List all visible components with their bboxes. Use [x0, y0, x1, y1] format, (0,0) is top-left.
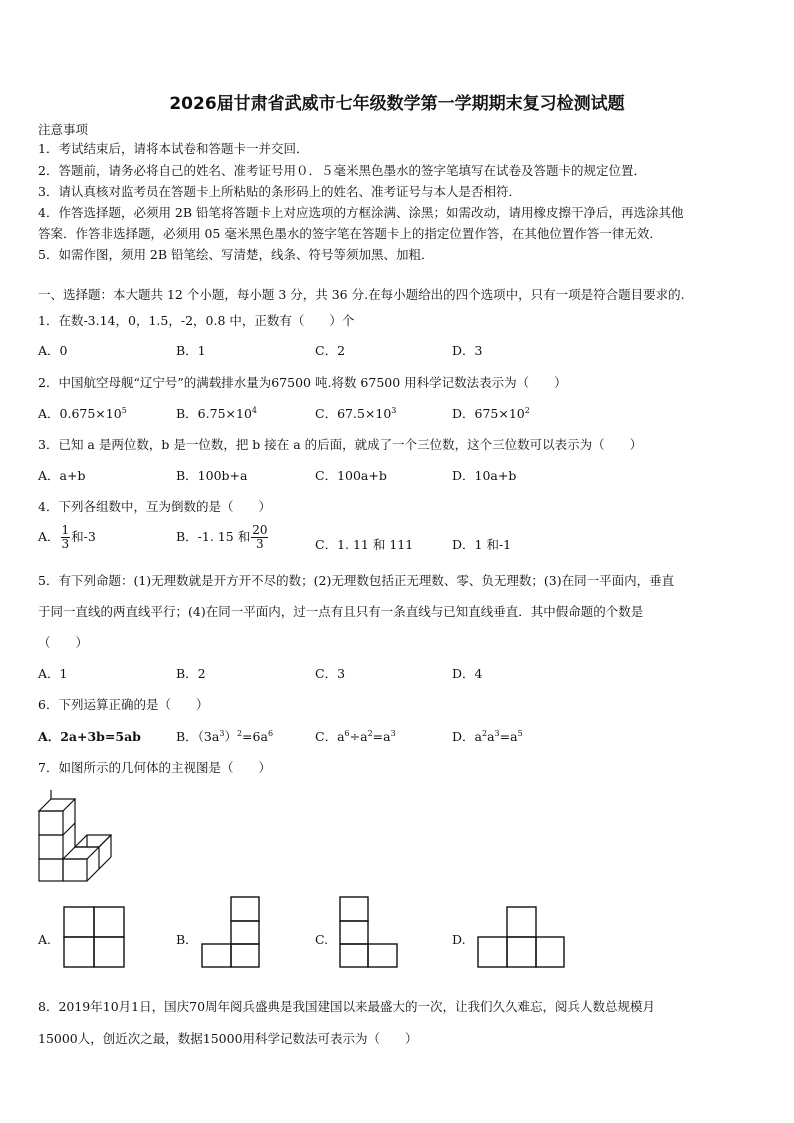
q3-option-c: C．100a+b: [315, 468, 387, 483]
q6-option-a: A．2a+3b=5ab: [38, 729, 141, 744]
notice-item: 4．作答选择题，必须用 2B 铅笔将答题卡上对应选项的方框涂满、涂黑；如需改动，请用橡皮擦干净后，再选涂其他: [38, 205, 684, 220]
isometric-cube-stack-figure: [36, 790, 120, 882]
section-heading: 一、选择题：本大题共 12 个小题，每小题 3 分，共 36 分.在每小题给出的四个选项中，只有一项是符合题目要求的.: [38, 287, 685, 302]
q7-option-a: A.: [38, 932, 52, 947]
q4-option-d: D．1 和-1: [452, 537, 512, 552]
q3-option-b: B．100b+a: [176, 468, 248, 483]
page-title: 2026届甘肃省武威市七年级数学第一学期期末复习检测试题: [169, 94, 625, 114]
notice-item: 1．考试结束后，请将本试卷和答题卡一并交回．: [38, 141, 309, 156]
q7-option-c-diagram: [339, 896, 399, 968]
question-7-stem: 7．如图所示的几何体的主视图是（ ）: [38, 760, 271, 775]
q1-option-d: D．3: [452, 343, 483, 358]
notice-item: 2．答题前，请务必将自己的姓名、准考证号用０．５毫米黑色墨水的签字笔填写在试卷及答题卡的规定位置．: [38, 163, 646, 178]
q5-option-c: C．3: [315, 666, 346, 681]
q7-option-d-diagram: [477, 906, 565, 968]
question-5-stem-line3: （ ）: [38, 635, 89, 650]
question-3-stem: 3．已知 a 是两位数，b 是一位数，把 b 接在 a 的后面，就成了一个三位数，这个三位数可以表示为（ ）: [38, 437, 643, 452]
q7-option-d: D.: [452, 932, 466, 947]
q2-option-b: B．$6.75\times 10^4$: [176, 406, 257, 421]
q1-option-b: B．1: [176, 343, 206, 358]
q3-option-d: D．10a+b: [452, 468, 517, 483]
notice-item: 答案．作答非选择题，必须用 05 毫米黑色墨水的签字笔在答题卡上的指定位置作答，在其他位置作答一律无效．: [38, 226, 662, 241]
q2-option-c: C．$67.5\times 10^3$: [315, 406, 397, 421]
q1-option-c: C．2: [315, 343, 346, 358]
q6-option-c: C．$a^6\div a^2=a^3$: [315, 729, 396, 744]
question-6-stem: 6．下列运算正确的是（ ）: [38, 697, 209, 712]
q7-option-b: B．: [176, 932, 198, 947]
question-5-stem-line1: 5．有下列命题：(1)无理数就是开方开不尽的数；(2)无理数包括正无理数、零、负无理数；(3)在同一平面内，垂直: [38, 573, 675, 588]
question-5-stem-line2: 于同一直线的两直线平行；(4)在同一平面内，过一点有且只有一条直线与已知直线垂直．其中假命题的个数是: [38, 604, 644, 619]
q4-option-a: A． $\frac{1}{3}$ 和-3: [38, 523, 96, 551]
q4-option-b: B．-1. 15 和 $\frac{20}{3}$: [176, 523, 268, 551]
notice-item: 5．如需作图，须用 2B 铅笔绘、写清楚，线条、符号等须加黑、加粗．: [38, 247, 434, 262]
q7-option-a-diagram: [63, 906, 125, 968]
q1-option-a: A．0: [38, 343, 68, 358]
question-1-stem: 1．在数-3.14，0，1.5，-2，0.8 中，正数有（ ）个: [38, 313, 355, 328]
notice-item: 3．请认真核对监考员在答题卡上所粘贴的条形码上的姓名、准考证号与本人是否相符．: [38, 184, 521, 199]
fraction: $\frac{20}{3}$: [252, 523, 268, 551]
q4-option-c: C．1. 11 和 111: [315, 537, 414, 552]
q2-option-a: A．$0.675\times 10^5$: [38, 406, 127, 421]
question-4-stem: 4．下列各组数中，互为倒数的是（ ）: [38, 499, 271, 514]
fraction: $\frac{1}{3}$: [61, 523, 70, 551]
q2-option-d: D．$675\times 10^2$: [452, 406, 530, 421]
q7-option-b-diagram: [201, 896, 261, 968]
notice-heading: 注意事项: [38, 122, 89, 137]
q5-option-a: A．1: [38, 666, 68, 681]
question-2-stem: 2．中国航空母舰“辽宁号”的满载排水量为67500 吨.将数 67500 用科学记数法表示为（ ）: [38, 375, 567, 390]
question-8-stem-line2: 15000人，创近次之最，数据15000用科学记数法可表示为（ ）: [38, 1031, 418, 1046]
q3-option-a: A．a+b: [38, 468, 86, 483]
q5-option-d: D．4: [452, 666, 483, 681]
q5-option-b: B．2: [176, 666, 206, 681]
q6-option-d: D．$a^2a^3=a^5$: [452, 729, 523, 744]
question-8-stem-line1: 8．2019年10月1日，国庆70周年阅兵盛典是我国建国以来最盛大的一次，让我们久久难忘，阅兵人数总规模月: [38, 999, 656, 1014]
q6-option-b: B．$(3a^3)^2=6a^6$: [176, 729, 274, 744]
q7-option-c: C.: [315, 932, 329, 947]
